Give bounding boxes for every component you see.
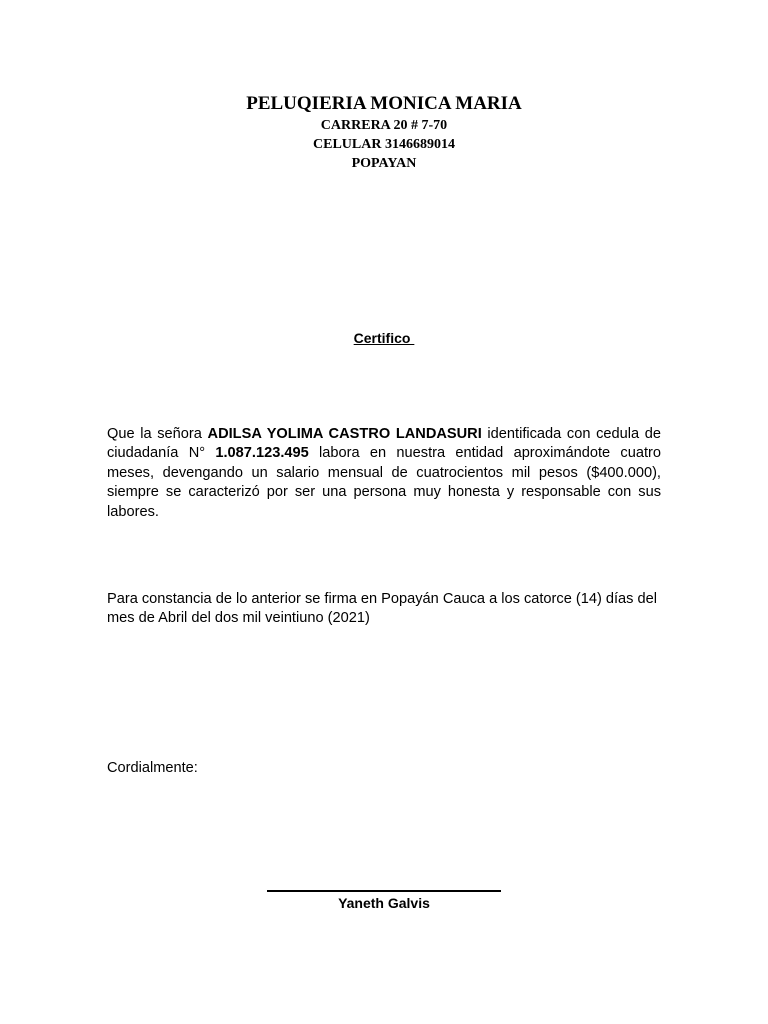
company-name: PELUQIERIA MONICA MARIA [246, 93, 522, 114]
certification-paragraph [107, 425, 661, 522]
signature-line [267, 890, 501, 892]
company-phone: CELULAR 3146689014 [313, 137, 455, 152]
body-rest: labora en nuestra entidad aproximándote cuatro meses, devengando un salario mensual de cuatrocientos mil pesos ($400.000), siempre se caracterizó por ser una persona muy honesta y responsable con sus labores. [107, 445, 661, 520]
id-number: 1.087.123.495 [215, 445, 309, 462]
signatory-name: Yaneth Galvis [338, 895, 430, 911]
body-intro: Que la señora [107, 426, 208, 442]
document-title: Certifico [353, 330, 415, 346]
company-address: CARRERA 20 # 7-70 [320, 118, 448, 133]
employee-name: ADILSA YOLIMA CASTRO LANDASURI [207, 426, 482, 442]
closing-paragraph: Para constancia de lo anterior se firma en Popayán Cauca a los catorce (14) días del mes de Abril del dos mil veintiuno (2021) [107, 591, 658, 627]
body-id-text: identificada con cedula de ciudadanía N° [107, 426, 661, 462]
company-city: POPAYAN [351, 156, 417, 171]
salutation: Cordialmente: [107, 760, 198, 776]
letterhead [0, 92, 768, 173]
